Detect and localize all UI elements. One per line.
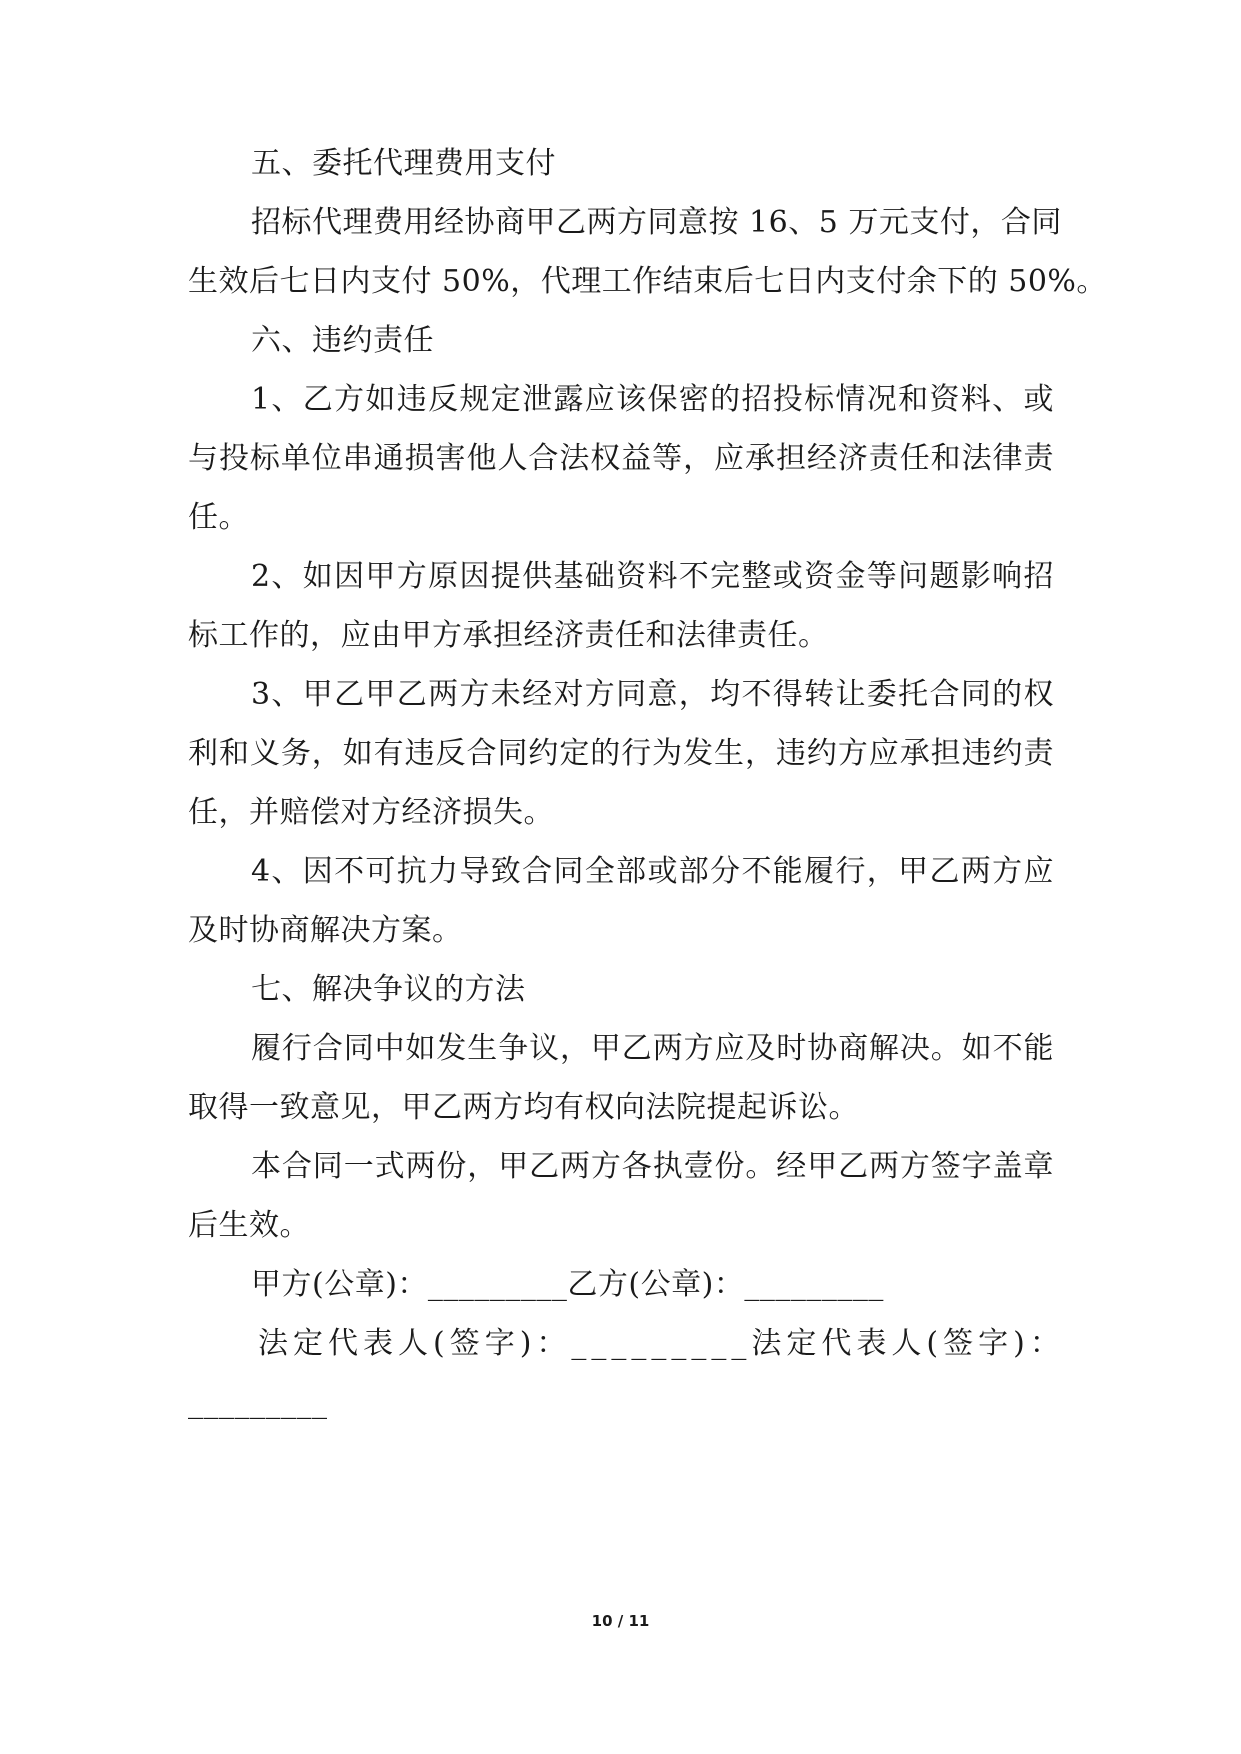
page-number: 10 / 11 — [591, 1612, 650, 1630]
section-heading-7: 七、解决争议的方法 — [251, 972, 526, 1007]
section-heading-5: 五、委托代理费用支付 — [251, 146, 556, 181]
paragraph-line: 后生效。 — [188, 1208, 310, 1243]
paragraph-line: 招标代理费用经协商甲乙两方同意按 16、5 万元支付，合同 — [251, 205, 1062, 240]
paragraph-line: 4、因不可抗力导致合同全部或部分不能履行，甲乙两方应 — [251, 854, 1054, 889]
paragraph-line: 任，并赔偿对方经济损失。 — [188, 795, 554, 830]
paragraph-line: 及时协商解决方案。 — [188, 913, 463, 948]
paragraph-line: 任。 — [188, 500, 249, 535]
paragraph-line: 生效后七日内支付 50%，代理工作结束后七日内支付余下的 50%。 — [188, 264, 1107, 299]
paragraph-line: 与投标单位串通损害他人合法权益等，应承担经济责任和法律责 — [188, 441, 1054, 476]
paragraph-line: 利和义务，如有违反合同约定的行为发生，违约方应承担违约责 — [188, 736, 1054, 771]
signature-line-seals: 甲方(公章)：_________乙方(公章)：_________ — [251, 1267, 884, 1302]
paragraph-line: 本合同一式两份，甲乙两方各执壹份。经甲乙两方签字盖章 — [251, 1149, 1054, 1184]
paragraph-line: 3、甲乙甲乙两方未经对方同意，均不得转让委托合同的权 — [251, 677, 1054, 712]
paragraph-line: 标工作的，应由甲方承担经济责任和法律责任。 — [188, 618, 829, 653]
paragraph-line: 取得一致意见，甲乙两方均有权向法院提起诉讼。 — [188, 1090, 859, 1125]
paragraph-line: 履行合同中如发生争议，甲乙两方应及时协商解决。如不能 — [251, 1031, 1054, 1066]
paragraph-line: 1、乙方如违反规定泄露应该保密的招投标情况和资料、或 — [251, 382, 1054, 417]
paragraph-line: 2、如因甲方原因提供基础资料不完整或资金等问题影响招 — [251, 559, 1054, 594]
signature-line-representatives: 法定代表人(签字)：_________法定代表人(签字)： — [258, 1326, 1065, 1361]
signature-blank: _________ — [188, 1385, 328, 1420]
section-heading-6: 六、违约责任 — [251, 323, 434, 358]
